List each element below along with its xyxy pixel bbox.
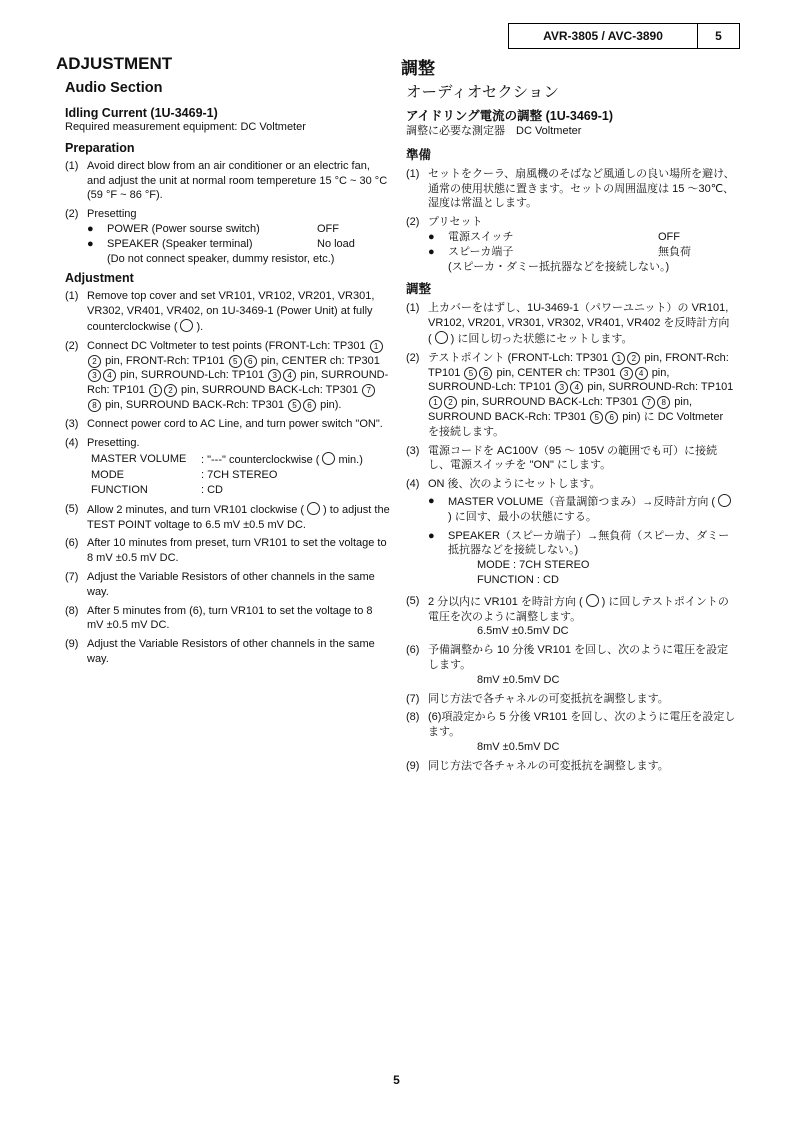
voltage-value: 6.5mV ±0.5mV DC xyxy=(477,625,569,638)
pin-icon: 3 xyxy=(620,367,633,380)
item-number: (5) xyxy=(65,502,79,515)
item-text: 電源コードを AC100V（95 ～ 105V の範囲でも可）に接続し、電源スイッチを "ON" にします。 xyxy=(428,444,718,472)
item-text: After 10 minutes from preset, turn VR101 to set the voltage to 8 mV ±0.5 mV DC. xyxy=(87,537,387,565)
preset-label: 電源スイッチ xyxy=(448,230,514,243)
bullet-icon: ● xyxy=(428,529,435,542)
pin-icon: 4 xyxy=(103,369,116,382)
model-number: AVR-3805 / AVC-3890 xyxy=(509,24,698,48)
item-number: (7) xyxy=(65,570,79,583)
list-item xyxy=(65,604,391,634)
item-text: Connect power cord to AC Line, and turn power switch "ON". xyxy=(87,417,383,430)
item-number: (2) xyxy=(65,339,79,352)
preparation-heading-jp: 準備 xyxy=(406,147,432,162)
list-item xyxy=(406,167,736,211)
pin-icon: 3 xyxy=(88,369,101,382)
item-text: 同じ方法で各チャネルの可変抵抗を調整します。 xyxy=(428,692,669,705)
item-number: (9) xyxy=(406,759,420,772)
knob-ccw-icon xyxy=(435,331,448,344)
item-number: (2) xyxy=(406,216,420,229)
preset-setting: FUNCTION : CD xyxy=(91,483,223,496)
pin-icon: 1 xyxy=(370,340,383,353)
preset-row xyxy=(428,494,736,525)
list-item xyxy=(65,637,391,667)
item-text: テストポイント (FRONT-Lch: TP301 1 2 pin, FRONT-Rch: TP101 5 6 pin, CENTER ch: TP301 3 4 pin, SURROUND-Lch: TP101 3 4 pin, SURROUND-Rch: TP101 1 2 pin, SURROUND BACK-Lch: TP301 7 8 pin, SURROUND BACK-Rch: TP301 5 6 pin) に DC Voltmeter を接続します。 xyxy=(428,351,734,438)
section-title-jp: オーディオセクション xyxy=(406,84,559,101)
bullet-icon: ● xyxy=(87,237,94,250)
preset-note: (スピーカ・ダミー抵抗器などを接続しない。) xyxy=(448,260,670,273)
item-text: 予備調整から 10 分後 VR101 を回し、次のように電圧を設定します。 xyxy=(428,644,729,671)
knob-ccw-icon xyxy=(180,319,193,332)
list-item xyxy=(406,594,736,625)
equipment-text: Required measurement equipment: DC Voltmeter xyxy=(65,121,306,133)
item-text: Connect DC Voltmeter to test points (FRONT-Lch: TP301 12 pin, FRONT-Rch: TP101 5 6 pin, CENTER ch: TP301 3 4 pin, SURROUND-Lch: TP101 3 4 pin, SURROUND-Rch: TP101 1 2 pin, SURROUND BACK-Lch: TP301 78 pin, SURROUND BACK-Rch: TP301 5 6 pin). xyxy=(87,339,389,411)
pin-icon: 6 xyxy=(244,355,257,368)
list-item xyxy=(65,536,391,566)
knob-ccw-icon xyxy=(322,452,335,465)
preset-setting: MODE : 7CH STEREO xyxy=(91,469,278,482)
list-item xyxy=(65,207,391,222)
item-number: (2) xyxy=(406,351,420,364)
item-number: (6) xyxy=(406,644,420,657)
list-item xyxy=(406,301,736,346)
pin-icon: 3 xyxy=(555,381,568,394)
japanese-column xyxy=(401,54,736,777)
item-text: プリセット xyxy=(428,216,483,229)
pin-icon: 5 xyxy=(590,411,603,424)
item-text: Presetting. xyxy=(87,436,140,449)
pin-icon: 5 xyxy=(464,367,477,380)
pin-icon: 1 xyxy=(429,396,442,409)
list-item xyxy=(406,643,736,673)
preset-text: MASTER VOLUME（音量調節つまみ）→反時計方向 () に回す、最小の状態にする。 xyxy=(448,494,736,525)
item-text: Adjust the Variable Resistors of other channels in the same way. xyxy=(87,570,375,598)
item-text: Avoid direct blow from an air conditioner or an electric fan, and adjust the unit at normal room tempereture 15 °C ~ 30 °C (59 °F ~ 86 °F). xyxy=(87,159,388,202)
item-number: (1) xyxy=(406,302,420,315)
preset-setting: MODE : 7CH STEREO xyxy=(477,559,590,572)
list-item xyxy=(65,570,391,600)
pin-icon: 8 xyxy=(88,399,101,412)
preset-row xyxy=(87,222,391,237)
header-box xyxy=(508,23,740,49)
pin-icon: 6 xyxy=(479,367,492,380)
preset-value: OFF xyxy=(317,222,339,235)
section-title: Audio Section xyxy=(65,80,163,96)
list-item xyxy=(65,417,391,432)
item-text: セットをクーラ、扇風機のそばなど風通しの良い場所を避け、通常の使用状態に置きます。セットの周囲温度は 15 ～30℃、湿度は常温とします。 xyxy=(428,167,735,210)
bullet-icon: ● xyxy=(428,494,435,507)
list-item xyxy=(65,159,391,203)
english-column xyxy=(56,54,391,671)
subsection-title: Idling Current (1U-3469-1) xyxy=(65,106,218,120)
preset-label: POWER (Power sourse switch) xyxy=(107,222,260,235)
item-number: (3) xyxy=(65,417,79,430)
pin-icon: 5 xyxy=(229,355,242,368)
page-footer-number: 5 xyxy=(393,1073,400,1087)
bullet-icon: ● xyxy=(428,245,435,258)
page-title: ADJUSTMENT xyxy=(56,54,173,73)
pin-icon: 5 xyxy=(288,399,301,412)
pin-icon: 2 xyxy=(444,396,457,409)
item-number: (9) xyxy=(65,638,79,651)
preset-setting: MASTER VOLUME : "---" counterclockwise ( min.) xyxy=(91,453,363,467)
preset-note: (Do not connect speaker, dummy resistor, etc.) xyxy=(107,252,335,265)
list-item xyxy=(65,436,391,451)
page-title-jp: 調整 xyxy=(401,59,435,78)
item-number: (1) xyxy=(65,290,79,303)
pin-icon: 2 xyxy=(88,355,101,368)
item-number: (6) xyxy=(65,537,79,550)
pin-icon: 2 xyxy=(164,384,177,397)
item-text: ON 後、次のようにセットします。 xyxy=(428,478,601,491)
preset-text: SPEAKER（スピーカ端子）→無負荷（スピーカ、ダミー抵抗器などを接続しない。) xyxy=(448,529,730,557)
pin-icon: 1 xyxy=(149,384,162,397)
preparation-heading: Preparation xyxy=(65,140,135,155)
pin-icon: 7 xyxy=(362,384,375,397)
list-item xyxy=(406,351,736,440)
voltage-value: 8mV ±0.5mV DC xyxy=(477,740,560,753)
knob-cw-icon xyxy=(586,594,599,607)
adjustment-heading-jp: 調整 xyxy=(406,282,432,297)
item-text: (6)項設定から 5 分後 VR101 を回し、次のように電圧を設定します。 xyxy=(428,711,736,739)
list-item xyxy=(65,289,391,334)
preset-label: SPEAKER (Speaker terminal) xyxy=(107,237,253,250)
list-item xyxy=(406,710,736,740)
item-number: (1) xyxy=(65,159,79,172)
item-text: Adjust the Variable Resistors of other channels in the same way. xyxy=(87,638,375,665)
item-text: Remove top cover and set VR101, VR102, VR201, VR301, VR302, VR401, VR402, on 1U-3469-1 (Power Unit) at fully counterclockwise ( ). xyxy=(87,290,375,333)
pin-icon: 1 xyxy=(612,352,625,365)
item-number: (1) xyxy=(406,167,420,180)
preset-row xyxy=(428,230,736,245)
adjustment-heading: Adjustment xyxy=(65,271,134,286)
preset-row xyxy=(428,245,736,260)
list-item xyxy=(406,215,736,230)
item-number: (4) xyxy=(65,436,79,449)
item-number: (2) xyxy=(65,208,79,221)
pin-icon: 3 xyxy=(268,369,281,382)
preset-value: No load xyxy=(317,237,355,250)
pin-icon: 2 xyxy=(627,352,640,365)
list-item xyxy=(406,692,736,707)
item-text: 2 分以内に VR101 を時計方向 ( ) に回しテストポイントの電圧を次のように調整します。 xyxy=(428,595,729,623)
item-number: (8) xyxy=(406,711,420,724)
item-number: (4) xyxy=(406,478,420,491)
equipment-text-jp: 調整に必要な測定器 DC Voltmeter xyxy=(406,125,582,137)
item-number: (7) xyxy=(406,692,420,705)
pin-icon: 6 xyxy=(605,411,618,424)
pin-icon: 4 xyxy=(635,367,648,380)
item-number: (8) xyxy=(65,604,79,617)
voltage-value: 8mV ±0.5mV DC xyxy=(477,673,560,686)
preset-row xyxy=(428,529,736,559)
pin-icon: 4 xyxy=(570,381,583,394)
item-number: (5) xyxy=(406,594,420,607)
preset-label: スピーカ端子 xyxy=(448,245,514,258)
list-item xyxy=(406,444,736,474)
item-text: 同じ方法で各チャネルの可変抵抗を調整します。 xyxy=(428,759,669,772)
bullet-icon: ● xyxy=(428,230,435,243)
bullet-icon: ● xyxy=(87,222,94,235)
pin-icon: 7 xyxy=(642,396,655,409)
header-page-number: 5 xyxy=(715,29,722,43)
list-item xyxy=(406,759,736,774)
item-number: (3) xyxy=(406,444,420,457)
preset-row xyxy=(87,237,391,252)
knob-cw-icon xyxy=(307,502,320,515)
preset-value: OFF xyxy=(658,230,680,243)
item-text: After 5 minutes from (6), turn VR101 to set the voltage to 8 mV ±0.5 mV DC. xyxy=(87,604,373,632)
preset-value: 無負荷 xyxy=(658,245,691,258)
pin-icon: 4 xyxy=(283,369,296,382)
pin-icon: 8 xyxy=(657,396,670,409)
list-item xyxy=(406,477,736,492)
subsection-title-jp: アイドリング電流の調整 (1U-3469-1) xyxy=(406,109,613,123)
pin-icon: 6 xyxy=(303,399,316,412)
item-text: Allow 2 minutes, and turn VR101 clockwise ( ) to adjust the TEST POINT voltage to 6.5 mV ±0.5 mV DC. xyxy=(87,503,390,531)
item-text: Presetting xyxy=(87,208,137,221)
list-item xyxy=(65,339,391,413)
list-item xyxy=(65,502,391,533)
preset-setting: FUNCTION : CD xyxy=(477,573,559,586)
item-text: 上カバーをはずし、1U-3469-1（パワーユニット）の VR101, VR102, VR201, VR301, VR302, VR401, VR402 を反時計方向 ( ) に回し切った状態にセットします。 xyxy=(428,302,730,345)
knob-ccw-icon xyxy=(718,494,731,507)
